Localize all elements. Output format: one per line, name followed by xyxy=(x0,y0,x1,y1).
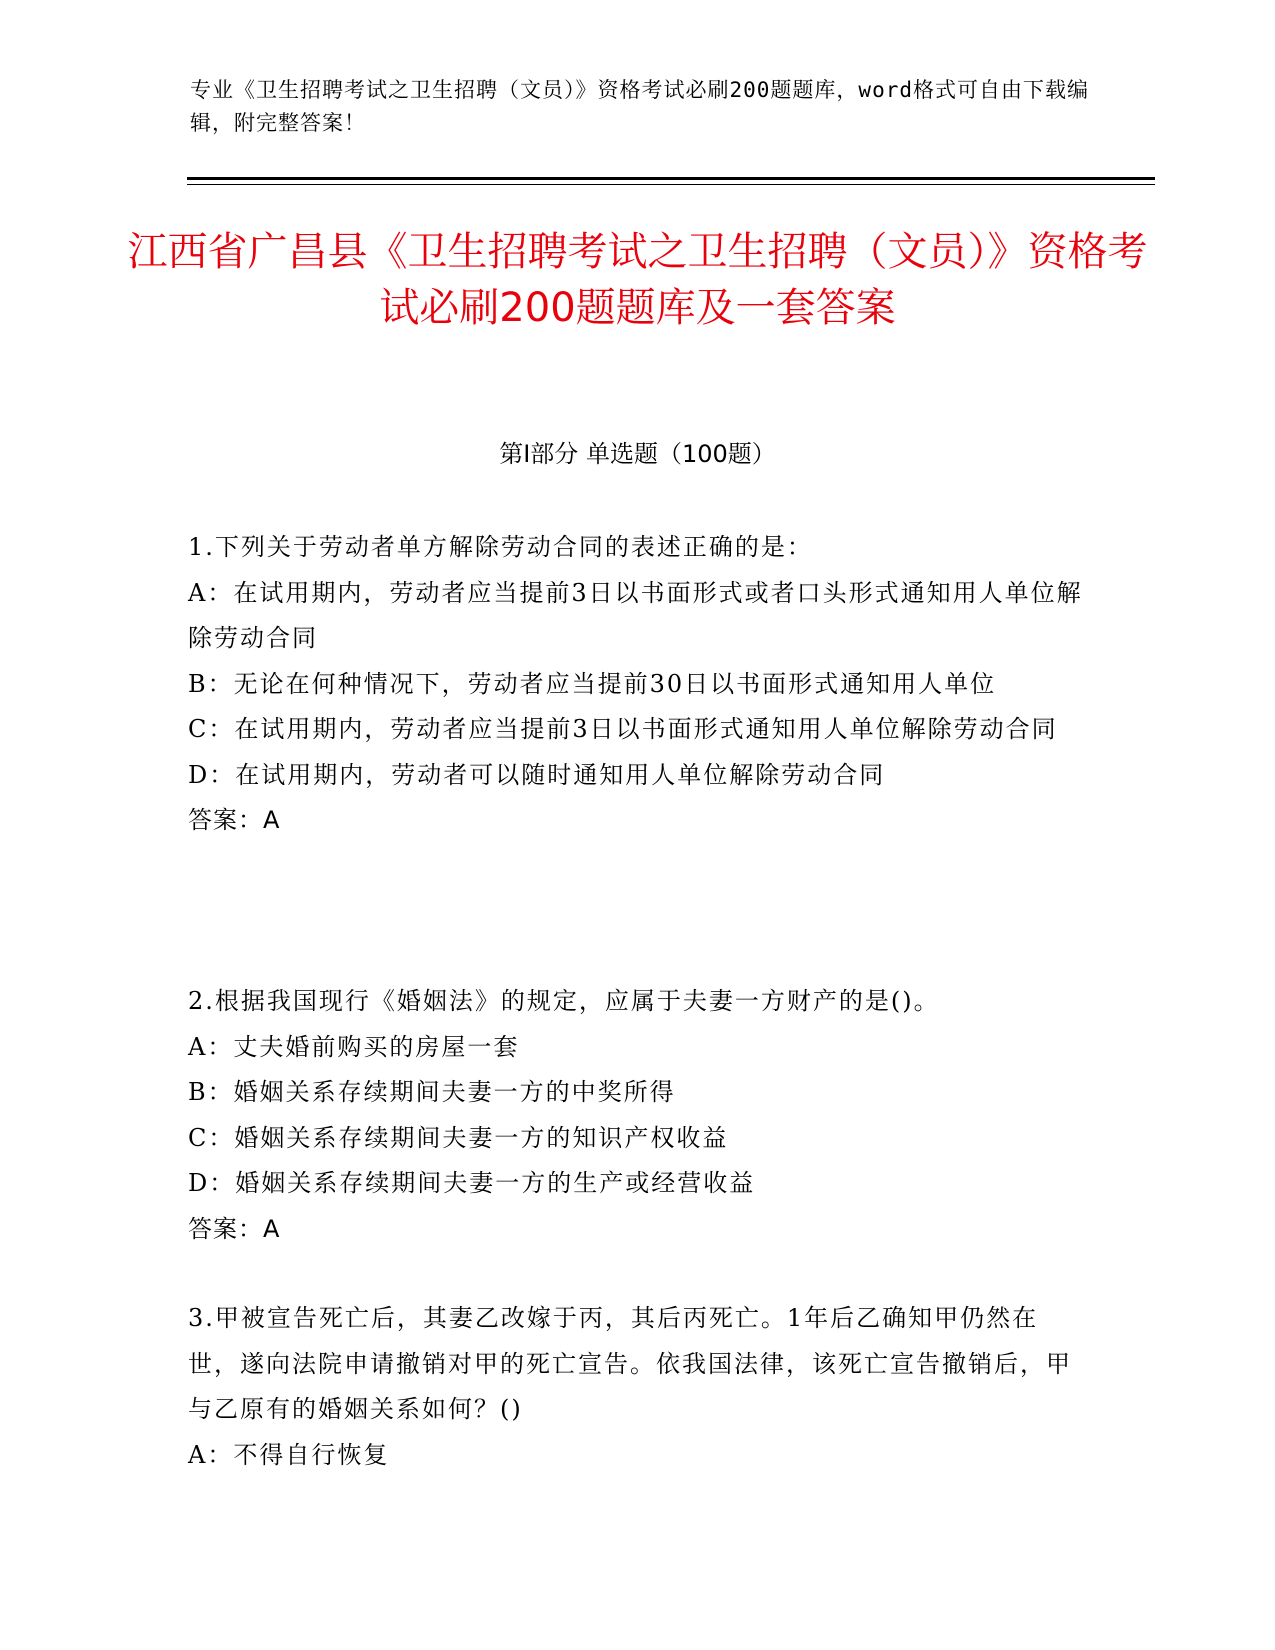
option-a: A：不得自行恢复 xyxy=(188,1440,390,1469)
option-a: A：丈夫婚前购买的房屋一套 xyxy=(188,1032,520,1061)
option-c: C：婚姻关系存续期间夫妻一方的知识产权收益 xyxy=(188,1123,729,1152)
option-c: C：在试用期内，劳动者应当提前3日以书面形式通知用人单位解除劳动合同 xyxy=(188,715,1058,743)
header-rule-thin xyxy=(187,184,1155,185)
option-b: B：婚姻关系存续期间夫妻一方的中奖所得 xyxy=(188,1078,676,1106)
option-b: B：无论在何种情况下，劳动者应当提前30日以书面形式通知用人单位 xyxy=(188,669,997,698)
question-block xyxy=(188,525,1088,844)
section-title: 第Ⅰ部分 单选题（100题） xyxy=(499,440,776,468)
question-stem: 2.根据我国现行《婚姻法》的规定，应属于夫妻一方财产的是()。 xyxy=(188,987,940,1015)
answer-line: 答案：A xyxy=(188,806,281,834)
question-block xyxy=(188,979,1088,1252)
question-stem: 1.下列关于劳动者单方解除劳动合同的表述正确的是： xyxy=(188,533,813,561)
option-d: D：在试用期内，劳动者可以随时通知用人单位解除劳动合同 xyxy=(188,760,886,789)
intro-text: 专业《卫生招聘考试之卫生招聘（文员）》资格考试必刷200题题库，word格式可自由下载编辑，附完整答案！ xyxy=(190,78,1089,135)
question-block xyxy=(188,1296,1088,1478)
option-a: A：在试用期内，劳动者应当提前3日以书面形式或者口头形式通知用人单位解除劳动合同 xyxy=(188,578,1083,652)
header-rule-thick xyxy=(187,177,1155,180)
question-stem: 3.甲被宣告死亡后，其妻乙改嫁于丙，其后丙死亡。1年后乙确知甲仍然在世，遂向法院申请撤销对甲的死亡宣告。依我国法律，该死亡宣告撤销后，甲与乙原有的婚姻关系如何？() xyxy=(188,1304,1072,1423)
answer-line: 答案：A xyxy=(188,1214,281,1243)
document-title: 江西省广昌县《卫生招聘考试之卫生招聘（文员）》资格考试必刷200题题库及一套答案 xyxy=(127,229,1148,331)
option-d: D：婚姻关系存续期间夫妻一方的生产或经营收益 xyxy=(188,1169,756,1197)
